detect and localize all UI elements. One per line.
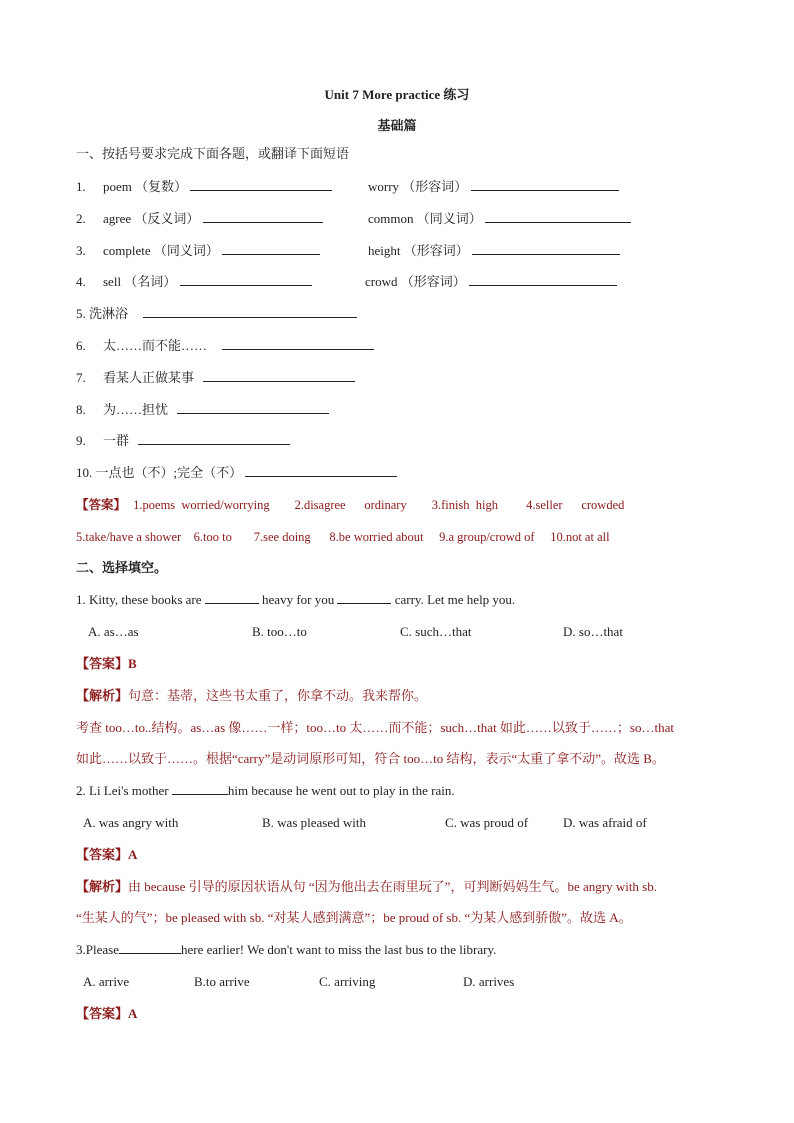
- answer-blank[interactable]: [177, 401, 329, 414]
- q1-explain-2: 考查 too…to..结构。as…as 像……一样；too…to 太……而不能；such…that 如此……以致于……；so…that: [76, 720, 674, 735]
- phrase-9: [76, 432, 290, 450]
- phrase-text: 一点也（不）;完全（不）: [95, 465, 243, 480]
- q1-option-c[interactable]: C. such…that: [400, 624, 472, 639]
- item-num: 2.: [76, 211, 86, 226]
- phrase-num: 7.: [76, 370, 86, 385]
- item-4: [76, 273, 312, 291]
- answer-blank[interactable]: [119, 941, 181, 954]
- answer-blank[interactable]: [485, 210, 631, 223]
- item-2-right: [368, 210, 631, 228]
- answer-blank[interactable]: [469, 273, 617, 286]
- item-right-label: common （同义词）: [368, 211, 482, 226]
- q1-option-a[interactable]: A. as…as: [88, 624, 139, 639]
- phrase-text: 看某人正做某事: [103, 370, 195, 385]
- phrase-text: 一群: [103, 433, 130, 448]
- q2-stem: [76, 782, 455, 800]
- answer-blank[interactable]: [180, 273, 312, 286]
- explain-text: 句意：基蒂，这些书太重了，你拿不动。我来帮你。: [128, 688, 428, 703]
- item-3-right: [368, 242, 620, 260]
- answer-blank[interactable]: [143, 305, 357, 318]
- phrase-5: [76, 305, 357, 323]
- q3-option-c[interactable]: C. arriving: [319, 974, 376, 989]
- section1-answer-line1: [76, 496, 624, 514]
- q3-option-a[interactable]: A. arrive: [83, 974, 130, 989]
- answer-blank[interactable]: [138, 432, 290, 445]
- item-left-label: poem （复数）: [103, 179, 188, 194]
- item-right-label: crowd （形容词）: [365, 274, 466, 289]
- q2-explain-1: [76, 878, 657, 896]
- phrase-text: 洗淋浴: [89, 306, 129, 321]
- item-2: [76, 210, 323, 228]
- q2-explain-2: “生某人的气”；be pleased with sb. “对某人感到满意”；be proud of sb. “为某人感到骄傲”。故选 A。: [76, 910, 632, 925]
- q3-option-b[interactable]: B.to arrive: [194, 974, 250, 989]
- item-4-right: [365, 273, 617, 291]
- q1-answer: 【答案】B: [76, 656, 137, 671]
- q2-option-a[interactable]: A. was angry with: [83, 815, 179, 830]
- section1-answer-line2: [76, 528, 610, 546]
- explain-label: 【解析】: [76, 879, 129, 894]
- stem-text: 2. Li Lei's mother: [76, 783, 169, 798]
- phrase-8: [76, 401, 329, 419]
- answer-blank[interactable]: [471, 178, 619, 191]
- item-num: 3.: [76, 243, 86, 258]
- answer-blank[interactable]: [245, 464, 397, 477]
- stem-text: 3.Please: [76, 942, 119, 957]
- phrase-num: 10.: [76, 465, 93, 480]
- stem-text: carry. Let me help you.: [394, 592, 516, 607]
- item-right-label: height （形容词）: [368, 243, 469, 258]
- section2-heading: 二、选择填空。: [76, 561, 168, 576]
- phrase-7: [76, 369, 355, 387]
- phrase-num: 5.: [76, 306, 86, 321]
- phrase-text: 为……担忧: [103, 402, 169, 417]
- page-subtitle: 基础篇: [377, 118, 417, 133]
- item-num: 1.: [76, 179, 86, 194]
- q2-option-b[interactable]: B. was pleased with: [262, 815, 366, 830]
- answer-blank[interactable]: [203, 210, 323, 223]
- page-title: Unit 7 More practice 练习: [324, 87, 470, 102]
- item-left-label: agree （反义词）: [103, 211, 200, 226]
- answer-blank[interactable]: [222, 337, 374, 350]
- answer-label: 【答案】: [76, 498, 127, 512]
- item-num: 4.: [76, 274, 86, 289]
- stem-text: heavy for you: [262, 592, 335, 607]
- stem-text: here earlier! We don't want to miss the last bus to the library.: [180, 942, 497, 957]
- answer-text: 5.take/have a shower 6.too to 7.see doing 8.be worried about 9.a group/crowd of 10.not at all: [76, 530, 610, 544]
- q1-option-b[interactable]: B. too…to: [252, 624, 307, 639]
- q3-stem: [76, 941, 496, 959]
- explain-text: 由 because 引导的原因状语从句 “因为他出去在雨里玩了”，可判断妈妈生气。be angry with sb.: [128, 879, 657, 894]
- phrase-10: [76, 464, 397, 482]
- section1-heading: 一、按括号要求完成下面各题，或翻译下面短语: [76, 147, 350, 162]
- answer-blank[interactable]: [190, 178, 332, 191]
- answer-text: 1.poems worried/worrying 2.disagree ordinary 3.finish high 4.seller crowded: [133, 498, 625, 512]
- answer-blank[interactable]: [222, 242, 320, 255]
- phrase-num: 8.: [76, 402, 86, 417]
- q3-answer: 【答案】A: [76, 1006, 138, 1021]
- item-1: [76, 178, 332, 196]
- item-left-label: sell （名词）: [103, 274, 177, 289]
- answer-blank[interactable]: [205, 591, 259, 604]
- answer-blank[interactable]: [472, 242, 620, 255]
- item-left-label: complete （同义词）: [103, 243, 219, 258]
- q1-explain-3: 如此……以致于……。根据“carry”是动词原形可知，符合 too…to 结构，表示“太重了拿不动”。故选 B。: [76, 751, 665, 766]
- q2-option-c[interactable]: C. was proud of: [445, 815, 529, 830]
- answer-blank[interactable]: [203, 369, 355, 382]
- item-1-right: [368, 178, 619, 196]
- q2-option-d[interactable]: D. was afraid of: [563, 815, 647, 830]
- item-right-label: worry （形容词）: [368, 179, 468, 194]
- q1-option-d[interactable]: D. so…that: [563, 624, 623, 639]
- phrase-num: 6.: [76, 338, 86, 353]
- item-3: [76, 242, 320, 260]
- phrase-6: [76, 337, 374, 355]
- q3-option-d[interactable]: D. arrives: [463, 974, 515, 989]
- phrase-text: 太……而不能……: [103, 338, 208, 353]
- answer-blank[interactable]: [172, 782, 228, 795]
- q2-answer: 【答案】A: [76, 847, 138, 862]
- stem-text: 1. Kitty, these books are: [76, 592, 202, 607]
- phrase-num: 9.: [76, 433, 86, 448]
- explain-label: 【解析】: [76, 688, 129, 703]
- q1-explain-1: [76, 687, 427, 705]
- answer-blank[interactable]: [337, 591, 391, 604]
- stem-text: him because he went out to play in the rain.: [227, 783, 455, 798]
- q1-stem: [76, 591, 515, 609]
